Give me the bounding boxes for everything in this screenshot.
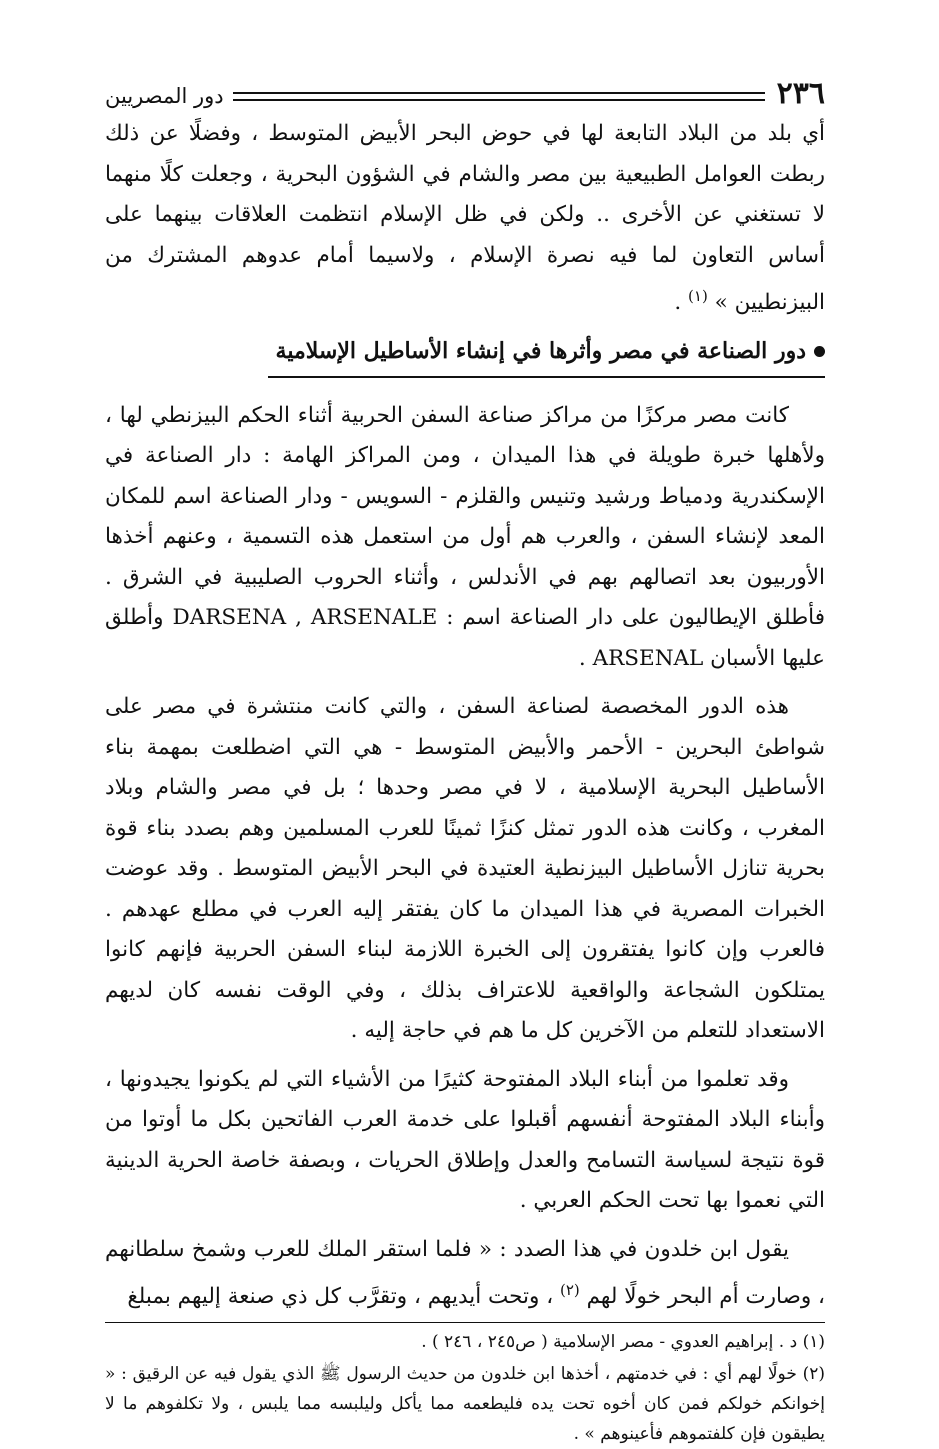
footnote-ref-2: (٢) bbox=[559, 1281, 580, 1300]
running-title: دور المصريين bbox=[105, 84, 224, 108]
paragraph-text: أي بلد من البلاد التابعة لها في حوض البحر الأبيض المتوسط ، وفضلًا عن ذلك ربطت العوامل الطبيعية بين مصر والشام في الشؤون البحرية ، وجعلت كلًا منهما لا تستغني عن الأخرى .. ولكن في ظل الإسلام انتظمت العلاقات بينهما على أساس التعاون لما فيه نصرة الإسلام ، ولاسيما أمام عدوهم المشترك من البيزنطيين » bbox=[105, 121, 825, 316]
paragraph-4 bbox=[105, 1230, 825, 1318]
page-number: ٢٣٦ bbox=[776, 76, 825, 111]
bullet-icon bbox=[814, 346, 825, 357]
footnote-ref-1: (١) bbox=[688, 287, 708, 305]
footnote-1: (١) د . إبراهيم العدوي - مصر الإسلامية ( ص٢٤٥ ، ٢٤٦ ) . bbox=[421, 1331, 825, 1352]
paragraph-4-text-a: يقول ابن خلدون في هذا الصدد : « فلما استقر الملك للعرب وشمخ سلطانهم ، وصارت أم البحر خولًا لهم bbox=[105, 1236, 825, 1310]
paragraph-2: هذه الدور المخصصة لصناعة السفن ، والتي كانت منتشرة في مصر على شواطئ البحرين - الأحمر والأبيض المتوسط - هي التي اضطلعت بمهمة بناء الأساطيل البحرية الإسلامية ، لا في مصر وحدها ؛ بل في مصر والشام وبلاد المغرب ، وكانت هذه الدور تمثل كنزًا ثمينًا للعرب المسلمين وهم بصدد بناء قوة بحرية تنازل الأساطيل البيزنطية العتيدة في البحر الأبيض المتوسط . وقد عوضت الخبرات المصرية في هذا الميدان ما كان يفتقر إليه العرب في مطلع عهدهم . فالعرب وإن كانوا يفتقرون إلى الخبرة اللازمة لبناء السفن الحربية فإنهم كانوا يمتلكون الشجاعة والواقعية للاعتراف بذلك ، وفي الوقت نفسه كان لديهم الاستعداد للتعلم من الآخرين كل ما هم في حاجة إليه . bbox=[105, 694, 825, 1044]
paragraph-3: وقد تعلموا من أبناء البلاد المفتوحة كثيرًا من الأشياء التي لم يكونوا يجيدونها ، وأبناء البلاد المفتوحة أنفسهم أقبلوا على خدمة العرب الفاتحين بكل ما أوتوا من قوة نتيجة لسياسة التسامح والعدل وإطلاق الحريات ، وبصفة خاصة الحرية الدينية التي نعموا بها تحت الحكم العربي . bbox=[105, 1066, 825, 1214]
paragraph-end: . bbox=[674, 290, 689, 316]
section-heading bbox=[268, 334, 825, 378]
paragraph-1: كانت مصر مركزًا من مراكز صناعة السفن الحربية أثناء الحكم البيزنطي لها ، ولأهلها خبرة طويلة في هذا الميدان ، ومن المراكز الهامة : دار الصناعة في الإسكندرية ودمياط ورشيد وتنيس والقلزم - السويس - ودار الصناعة اسم للمكان المعد لإنشاء السفن ، والعرب هم أول من استعمل هذه التسمية ، وعنهم أخذها الأوربيون بعد اتصالهم بهم في الأندلس ، وأثناء الحروب الصليبية في الشرق . فأطلق الإيطاليون على دار الصناعة اسم : DARSENA , ARSENALE وأطلق عليها الأسبان ARSENAL . bbox=[105, 402, 826, 671]
footnotes bbox=[105, 1322, 825, 1449]
section-heading-text: دور الصناعة في مصر وأثرها في إنشاء الأساطيل الإسلامية bbox=[275, 337, 806, 364]
header-rule bbox=[233, 92, 765, 101]
paragraph-continuation bbox=[105, 114, 825, 324]
page bbox=[105, 70, 825, 1449]
paragraph-4-text-b: ، وتحت أيديهم ، وتقرَّب كل ذي صنعة إليهم بمبلغ bbox=[127, 1284, 560, 1310]
footnote-2: (٢) خولًا لهم أي : في خدمتهم ، أخذها ابن خلدون من حديث الرسول ﷺ الذي يقول فيه عن الرقيق : « إخوانكم خولكم فمن كان أخوه تحت يده فليطعمه مما يأكل وليلبسه مما يلبس ، ولا تكلفوهم ما لا يطيقون فإن كلفتموهم فأعينوهم » . bbox=[105, 1363, 825, 1444]
page-header bbox=[105, 70, 825, 114]
